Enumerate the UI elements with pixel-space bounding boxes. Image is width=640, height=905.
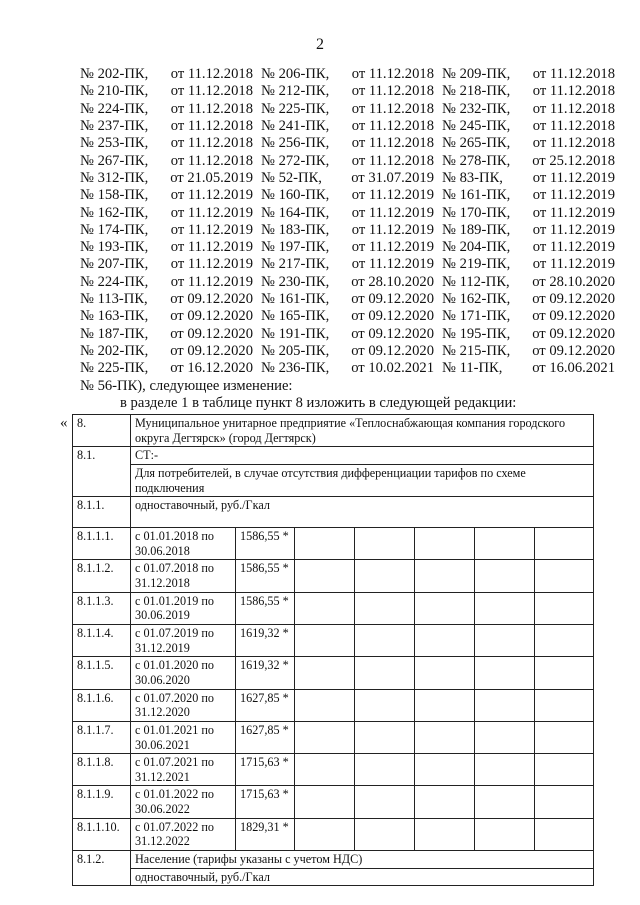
resolution-line bbox=[80, 66, 615, 83]
resolution-date: от 11.12.2018 bbox=[532, 83, 615, 100]
resolution-entry bbox=[442, 118, 615, 135]
opening-quote: « bbox=[60, 415, 68, 431]
empty-cell bbox=[475, 657, 535, 689]
resolution-number: № 162-ПК, bbox=[80, 204, 149, 221]
organization-name: Муниципальное унитарное предприятие «Теплоснабжающая компания городского округа Дегтярск» (город Дегтярск) bbox=[131, 415, 594, 447]
row-number: 8.1.2. bbox=[73, 851, 131, 886]
resolution-entry bbox=[80, 101, 261, 118]
empty-cell bbox=[415, 786, 475, 818]
resolution-date: от 09.12.2020 bbox=[351, 325, 434, 342]
tariff-period-row bbox=[73, 786, 594, 818]
empty-cell bbox=[475, 528, 535, 560]
period-cell: с 01.07.2022 по 31.12.2022 bbox=[131, 818, 236, 850]
resolution-date: от 11.12.2018 bbox=[351, 118, 434, 135]
resolution-date: от 21.05.2019 bbox=[170, 169, 253, 186]
resolution-entry bbox=[261, 291, 442, 308]
row-number: 8.1.1.9. bbox=[73, 786, 131, 818]
empty-cell bbox=[295, 754, 355, 786]
tariff-period-row bbox=[73, 657, 594, 689]
resolution-number: № 237-ПК, bbox=[80, 118, 149, 135]
tariff-period-row bbox=[73, 818, 594, 850]
row-number: 8.1.1.2. bbox=[73, 560, 131, 592]
resolution-date: от 11.12.2019 bbox=[351, 256, 434, 273]
resolution-number: № 202-ПК, bbox=[80, 66, 149, 83]
resolution-entry bbox=[80, 153, 261, 170]
empty-cell bbox=[535, 754, 594, 786]
resolution-entry bbox=[80, 308, 261, 325]
resolution-date: от 11.12.2019 bbox=[351, 221, 434, 238]
resolution-number: № 183-ПК, bbox=[261, 221, 330, 238]
resolution-date: от 16.12.2020 bbox=[170, 360, 253, 377]
ct-label: СТ:- bbox=[131, 447, 594, 465]
empty-cell bbox=[355, 721, 415, 753]
resolution-entry bbox=[442, 326, 615, 343]
tariff-value: 1627,85 * bbox=[236, 689, 295, 721]
resolution-date: от 28.10.2020 bbox=[351, 273, 434, 290]
resolution-entry bbox=[80, 274, 261, 291]
resolution-entry bbox=[261, 256, 442, 273]
resolution-line bbox=[80, 204, 615, 221]
empty-cell bbox=[355, 625, 415, 657]
row-number: 8.1.1.1. bbox=[73, 528, 131, 560]
resolution-entry bbox=[261, 66, 442, 83]
empty-cell bbox=[355, 592, 415, 624]
tariff-value: 1586,55 * bbox=[236, 560, 295, 592]
tariff-type-label: одноставочный, руб./Гкал bbox=[131, 868, 594, 886]
one-part-row bbox=[73, 497, 594, 528]
consumers-row bbox=[73, 464, 594, 496]
empty-cell bbox=[295, 721, 355, 753]
resolution-number: № 236-ПК, bbox=[261, 360, 330, 377]
resolution-entry bbox=[261, 205, 442, 222]
resolution-date: от 11.12.2019 bbox=[532, 204, 615, 221]
row-number: 8.1.1.5. bbox=[73, 657, 131, 689]
tariff-type-label: одноставочный, руб./Гкал bbox=[131, 497, 594, 528]
resolution-date: от 11.12.2018 bbox=[170, 135, 253, 152]
period-cell: с 01.07.2018 по 31.12.2018 bbox=[131, 560, 236, 592]
empty-cell bbox=[475, 786, 535, 818]
resolution-number: № 164-ПК, bbox=[261, 204, 330, 221]
resolution-entry bbox=[80, 205, 261, 222]
resolution-date: от 11.12.2018 bbox=[351, 152, 434, 169]
resolution-number: № 163-ПК, bbox=[80, 308, 149, 325]
amendment-intro: в разделе 1 в таблице пункт 8 изложить в следующей редакции: bbox=[120, 395, 517, 411]
empty-cell bbox=[475, 818, 535, 850]
resolution-entry bbox=[442, 222, 615, 239]
tariff-value: 1715,63 * bbox=[236, 786, 295, 818]
resolution-number: № 162-ПК, bbox=[442, 291, 511, 307]
resolution-number: № 256-ПК, bbox=[261, 135, 330, 152]
resolution-number: № 217-ПК, bbox=[261, 256, 330, 273]
resolution-date: от 09.12.2020 bbox=[170, 325, 253, 342]
resolution-number: № 52-ПК, bbox=[261, 169, 322, 186]
resolution-date: от 09.12.2020 bbox=[170, 308, 253, 325]
resolution-date: от 11.12.2018 bbox=[170, 66, 253, 83]
resolution-date: от 11.12.2019 bbox=[170, 256, 253, 273]
tariff-period-row bbox=[73, 625, 594, 657]
resolution-date: от 11.12.2018 bbox=[532, 135, 615, 152]
resolution-entry bbox=[80, 360, 261, 377]
tariff-table bbox=[72, 414, 594, 886]
resolution-line bbox=[80, 83, 615, 100]
empty-cell bbox=[475, 625, 535, 657]
empty-cell bbox=[415, 625, 475, 657]
resolution-entry bbox=[261, 83, 442, 100]
resolution-date: от 11.12.2019 bbox=[532, 256, 615, 273]
resolution-date: от 11.12.2018 bbox=[532, 66, 615, 83]
resolution-entry bbox=[80, 291, 261, 308]
resolution-entry bbox=[80, 118, 261, 135]
empty-cell bbox=[355, 560, 415, 592]
period-cell: с 01.01.2022 по 30.06.2022 bbox=[131, 786, 236, 818]
empty-cell bbox=[475, 754, 535, 786]
resolution-entry bbox=[80, 343, 261, 360]
resolution-number: № 11-ПК, bbox=[442, 360, 503, 377]
resolution-number: № 219-ПК, bbox=[442, 256, 511, 273]
resolution-number: № 265-ПК, bbox=[442, 135, 511, 152]
resolution-entry bbox=[261, 135, 442, 152]
resolution-date: от 11.12.2018 bbox=[351, 100, 434, 117]
tariff-value: 1715,63 * bbox=[236, 754, 295, 786]
row-number: 8.1.1.8. bbox=[73, 754, 131, 786]
resolution-number: № 195-ПК, bbox=[442, 325, 511, 342]
resolution-date: от 09.12.2020 bbox=[170, 291, 253, 307]
resolution-number: № 230-ПК, bbox=[261, 273, 330, 290]
empty-cell bbox=[355, 657, 415, 689]
resolution-date: от 11.12.2018 bbox=[351, 135, 434, 152]
empty-cell bbox=[535, 528, 594, 560]
resolution-entry bbox=[261, 239, 442, 256]
resolution-date: от 16.06.2021 bbox=[532, 360, 615, 377]
consumers-label: Для потребителей, в случае отсутствия дифференциации тарифов по схеме подключения bbox=[131, 464, 594, 496]
empty-cell bbox=[415, 689, 475, 721]
resolution-number: № 112-ПК, bbox=[442, 273, 510, 290]
resolution-date: от 11.12.2018 bbox=[170, 83, 253, 100]
resolution-date: от 11.12.2019 bbox=[170, 239, 253, 256]
resolution-number: № 174-ПК, bbox=[80, 221, 149, 238]
resolution-number: № 210-ПК, bbox=[80, 83, 149, 100]
resolution-number: № 204-ПК, bbox=[442, 239, 511, 256]
resolution-number: № 224-ПК, bbox=[80, 273, 149, 290]
empty-cell bbox=[415, 818, 475, 850]
resolution-entry bbox=[80, 170, 261, 187]
resolution-line bbox=[80, 308, 615, 325]
empty-cell bbox=[535, 592, 594, 624]
resolution-date: от 09.12.2020 bbox=[351, 291, 434, 307]
resolution-date: от 09.12.2020 bbox=[532, 325, 615, 342]
resolution-line bbox=[80, 291, 615, 308]
resolution-date: от 10.02.2021 bbox=[351, 360, 434, 377]
resolution-number: № 224-ПК, bbox=[80, 100, 149, 117]
resolution-date: от 11.12.2019 bbox=[351, 204, 434, 221]
row-number: 8.1.1. bbox=[73, 497, 131, 528]
tariff-period-row bbox=[73, 754, 594, 786]
resolution-date: от 09.12.2020 bbox=[351, 308, 434, 325]
resolution-number: № 83-ПК, bbox=[442, 169, 503, 186]
resolution-entry bbox=[442, 170, 615, 187]
resolution-number: № 205-ПК, bbox=[261, 342, 330, 359]
population-row bbox=[73, 851, 594, 869]
resolution-date: от 31.07.2019 bbox=[351, 169, 434, 186]
resolution-number: № 206-ПК, bbox=[261, 66, 330, 83]
resolution-date: от 09.12.2020 bbox=[170, 342, 253, 359]
resolution-line bbox=[80, 274, 615, 291]
resolution-number: № 171-ПК, bbox=[442, 308, 511, 325]
resolution-date: от 11.12.2018 bbox=[170, 152, 253, 169]
resolution-date: от 11.12.2019 bbox=[170, 204, 253, 221]
resolution-entry bbox=[442, 256, 615, 273]
empty-cell bbox=[535, 818, 594, 850]
resolution-entry bbox=[442, 239, 615, 256]
period-cell: с 01.07.2019 по 31.12.2019 bbox=[131, 625, 236, 657]
empty-cell bbox=[415, 560, 475, 592]
resolution-line bbox=[80, 152, 615, 169]
resolution-number: № 158-ПК, bbox=[80, 187, 149, 204]
resolution-entry bbox=[442, 66, 615, 83]
resolution-entry bbox=[261, 360, 442, 377]
tariff-period-row bbox=[73, 528, 594, 560]
resolution-line bbox=[80, 187, 615, 204]
empty-cell bbox=[355, 786, 415, 818]
table-header-row bbox=[73, 415, 594, 447]
resolution-number: № 193-ПК, bbox=[80, 239, 149, 256]
empty-cell bbox=[475, 592, 535, 624]
resolution-number: № 170-ПК, bbox=[442, 204, 511, 221]
resolution-number: № 245-ПК, bbox=[442, 118, 511, 135]
resolution-number: № 218-ПК, bbox=[442, 83, 511, 100]
resolution-entry bbox=[442, 274, 615, 291]
resolution-line bbox=[80, 222, 615, 239]
tariff-value: 1829,31 * bbox=[236, 818, 295, 850]
tariff-period-row bbox=[73, 560, 594, 592]
empty-cell bbox=[475, 721, 535, 753]
empty-cell bbox=[295, 528, 355, 560]
tariff-value: 1586,55 * bbox=[236, 592, 295, 624]
resolution-line bbox=[80, 118, 615, 135]
empty-cell bbox=[535, 625, 594, 657]
resolution-number: № 241-ПК, bbox=[261, 118, 330, 135]
row-number: 8.1.1.6. bbox=[73, 689, 131, 721]
empty-cell bbox=[535, 786, 594, 818]
empty-cell bbox=[535, 560, 594, 592]
resolution-line bbox=[80, 325, 615, 342]
resolution-list-tail: № 56-ПК), следующее изменение: bbox=[80, 378, 293, 394]
empty-cell bbox=[535, 657, 594, 689]
row-number: 8. bbox=[73, 415, 131, 447]
resolution-date: от 11.12.2019 bbox=[532, 169, 615, 186]
population-subrow bbox=[73, 868, 594, 886]
empty-cell bbox=[415, 721, 475, 753]
empty-cell bbox=[415, 592, 475, 624]
ct-row bbox=[73, 447, 594, 465]
resolution-date: от 11.12.2019 bbox=[351, 187, 434, 204]
resolution-entry bbox=[80, 222, 261, 239]
page-number: 2 bbox=[316, 36, 324, 53]
resolution-date: от 09.12.2020 bbox=[351, 342, 434, 359]
resolution-date: от 11.12.2019 bbox=[170, 187, 253, 204]
empty-cell bbox=[295, 689, 355, 721]
resolution-entry bbox=[261, 101, 442, 118]
resolution-number: № 232-ПК, bbox=[442, 100, 511, 117]
resolution-date: от 11.12.2019 bbox=[170, 273, 253, 290]
empty-cell bbox=[295, 818, 355, 850]
resolution-entry bbox=[442, 205, 615, 222]
resolution-date: от 09.12.2020 bbox=[532, 308, 615, 325]
resolution-line bbox=[80, 135, 615, 152]
resolution-entry bbox=[442, 308, 615, 325]
resolution-entry bbox=[80, 326, 261, 343]
resolution-entry bbox=[442, 135, 615, 152]
resolution-date: от 25.12.2018 bbox=[532, 152, 615, 169]
resolution-date: от 11.12.2019 bbox=[170, 221, 253, 238]
empty-cell bbox=[295, 592, 355, 624]
tariff-value: 1586,55 * bbox=[236, 528, 295, 560]
resolution-number: № 272-ПК, bbox=[261, 152, 330, 169]
row-number: 8.1.1.3. bbox=[73, 592, 131, 624]
period-cell: с 01.01.2018 по 30.06.2018 bbox=[131, 528, 236, 560]
resolution-entry bbox=[80, 187, 261, 204]
resolution-number: № 278-ПК, bbox=[442, 152, 511, 169]
period-cell: с 01.01.2020 по 30.06.2020 bbox=[131, 657, 236, 689]
empty-cell bbox=[295, 625, 355, 657]
resolution-number: № 187-ПК, bbox=[80, 325, 149, 342]
resolution-entry bbox=[442, 291, 615, 308]
resolution-line bbox=[80, 170, 615, 187]
resolution-line bbox=[80, 239, 615, 256]
tariff-value: 1619,32 * bbox=[236, 625, 295, 657]
period-cell: с 01.07.2020 по 31.12.2020 bbox=[131, 689, 236, 721]
resolution-entry bbox=[80, 256, 261, 273]
resolution-entry bbox=[442, 101, 615, 118]
resolution-number: № 253-ПК, bbox=[80, 135, 149, 152]
resolution-line bbox=[80, 360, 615, 377]
resolution-date: от 11.12.2019 bbox=[351, 239, 434, 256]
period-cell: с 01.07.2021 по 31.12.2021 bbox=[131, 754, 236, 786]
resolution-date: от 11.12.2018 bbox=[532, 118, 615, 135]
resolution-entry bbox=[442, 153, 615, 170]
resolution-entry bbox=[261, 308, 442, 325]
resolution-number: № 225-ПК, bbox=[261, 100, 330, 117]
resolution-number: № 225-ПК, bbox=[80, 360, 149, 377]
period-cell: с 01.01.2019 по 30.06.2019 bbox=[131, 592, 236, 624]
resolution-number: № 165-ПК, bbox=[261, 308, 330, 325]
population-label: Население (тарифы указаны с учетом НДС) bbox=[131, 851, 594, 869]
resolution-number: № 161-ПК, bbox=[442, 187, 511, 204]
resolution-date: от 11.12.2018 bbox=[170, 118, 253, 135]
empty-cell bbox=[415, 528, 475, 560]
resolution-number: № 191-ПК, bbox=[261, 325, 330, 342]
resolution-entry bbox=[261, 343, 442, 360]
resolution-line bbox=[80, 101, 615, 118]
period-cell: с 01.01.2021 по 30.06.2021 bbox=[131, 721, 236, 753]
resolution-number: № 189-ПК, bbox=[442, 221, 511, 238]
resolution-number: № 160-ПК, bbox=[261, 187, 330, 204]
resolution-number: № 209-ПК, bbox=[442, 66, 511, 83]
resolution-entry bbox=[261, 274, 442, 291]
resolution-entry bbox=[442, 343, 615, 360]
resolution-number: № 207-ПК, bbox=[80, 256, 149, 273]
row-number: 8.1.1.7. bbox=[73, 721, 131, 753]
resolution-date: от 11.12.2018 bbox=[351, 83, 434, 100]
empty-cell bbox=[295, 657, 355, 689]
resolution-date: от 11.12.2018 bbox=[532, 100, 615, 117]
tariff-value: 1627,85 * bbox=[236, 721, 295, 753]
resolution-number: № 212-ПК, bbox=[261, 83, 330, 100]
empty-cell bbox=[535, 721, 594, 753]
resolution-line bbox=[80, 256, 615, 273]
tariff-value: 1619,32 * bbox=[236, 657, 295, 689]
row-number: 8.1.1.4. bbox=[73, 625, 131, 657]
empty-cell bbox=[535, 689, 594, 721]
resolution-entry bbox=[80, 239, 261, 256]
resolution-number: № 113-ПК, bbox=[80, 291, 148, 307]
resolution-entry bbox=[442, 360, 615, 377]
resolution-list bbox=[80, 66, 615, 377]
resolution-entry bbox=[442, 83, 615, 100]
resolution-entry bbox=[80, 83, 261, 100]
resolution-entry bbox=[261, 170, 442, 187]
empty-cell bbox=[295, 560, 355, 592]
resolution-date: от 11.12.2018 bbox=[351, 66, 434, 83]
empty-cell bbox=[415, 754, 475, 786]
resolution-date: от 11.12.2018 bbox=[170, 100, 253, 117]
empty-cell bbox=[295, 786, 355, 818]
resolution-entry bbox=[261, 118, 442, 135]
resolution-entry bbox=[80, 66, 261, 83]
resolution-number: № 161-ПК, bbox=[261, 291, 330, 307]
row-number: 8.1.1.10. bbox=[73, 818, 131, 850]
resolution-entry bbox=[261, 222, 442, 239]
empty-cell bbox=[415, 657, 475, 689]
resolution-date: от 09.12.2020 bbox=[532, 291, 615, 307]
resolution-line bbox=[80, 343, 615, 360]
empty-cell bbox=[355, 754, 415, 786]
resolution-number: № 197-ПК, bbox=[261, 239, 330, 256]
resolution-entry bbox=[80, 135, 261, 152]
resolution-entry bbox=[261, 153, 442, 170]
row-number: 8.1. bbox=[73, 447, 131, 497]
resolution-entry bbox=[261, 326, 442, 343]
resolution-number: № 312-ПК, bbox=[80, 169, 149, 186]
resolution-date: от 11.12.2019 bbox=[532, 187, 615, 204]
resolution-date: от 11.12.2019 bbox=[532, 239, 615, 256]
tariff-period-row bbox=[73, 592, 594, 624]
resolution-date: от 09.12.2020 bbox=[532, 342, 615, 359]
resolution-number: № 215-ПК, bbox=[442, 342, 511, 359]
resolution-number: № 267-ПК, bbox=[80, 152, 149, 169]
resolution-entry bbox=[442, 187, 615, 204]
empty-cell bbox=[355, 689, 415, 721]
resolution-date: от 11.12.2019 bbox=[532, 221, 615, 238]
empty-cell bbox=[355, 528, 415, 560]
empty-cell bbox=[355, 818, 415, 850]
empty-cell bbox=[475, 689, 535, 721]
resolution-date: от 28.10.2020 bbox=[532, 273, 615, 290]
resolution-entry bbox=[261, 187, 442, 204]
empty-cell bbox=[475, 560, 535, 592]
resolution-number: № 202-ПК, bbox=[80, 342, 149, 359]
tariff-period-row bbox=[73, 689, 594, 721]
tariff-period-row bbox=[73, 721, 594, 753]
